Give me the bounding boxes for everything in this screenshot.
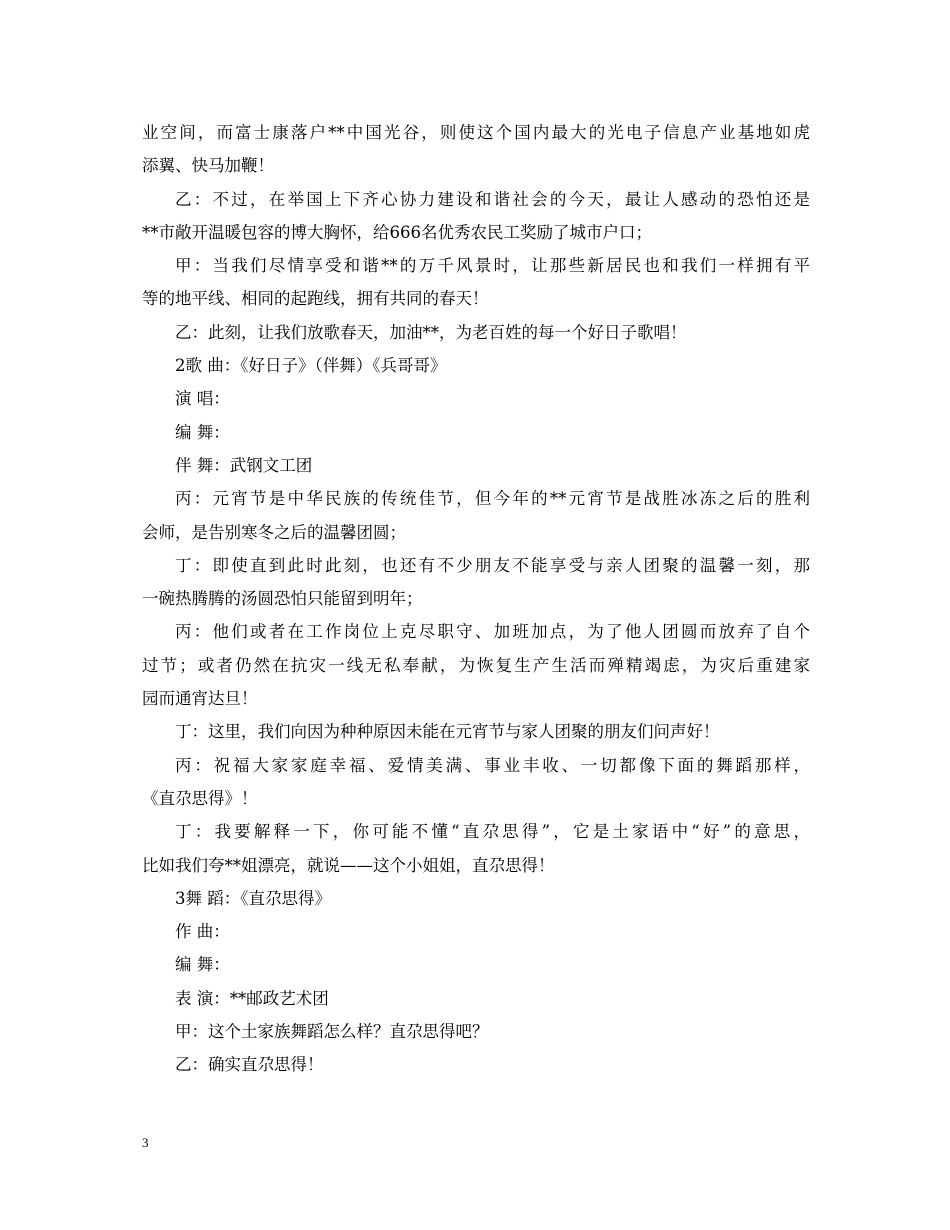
text-line-12: 丙：元宵节是中华民族的传统佳节，但今年的**元宵节是战胜冰冻之后的胜利 [175,489,810,509]
text-line-5: 甲：当我们尽情享受和谐**的万千风景时，让那些新居民也和我们一样拥有平 [175,256,810,276]
text-line-4: **市敞开温暖包容的博大胸怀，给666名优秀农民工奖励了城市户口； [142,222,652,242]
text-line-26: 编 舞： [175,955,230,975]
text-line-10: 编 舞： [175,422,230,442]
text-line-15: 一碗热腾腾的汤圆恐怕只能留到明年； [142,589,423,609]
text-line-13: 会师，是告别寒冬之后的温馨团圆； [142,522,406,542]
text-line-7: 乙：此刻，让我们放歌春天，加油**，为老百姓的每一个好日子歌唱！ [175,322,687,342]
text-line-29: 乙：确实直尕思得！ [175,1055,324,1075]
text-line-9: 演 唱： [175,389,230,409]
text-line-25: 作 曲： [175,922,230,942]
document-body [142,116,810,1082]
text-line-1: 业空间，而富士康落户**中国光谷，则使这个国内最大的光电子信息产业基地如虎 [142,123,810,142]
text-line-24: 3舞 蹈：《直尕思得》 [175,888,331,908]
text-line-17: 过节；或者仍然在抗灾一线无私奉献，为恢复生产生活而殚精竭虑，为灾后重建家 [142,655,810,675]
text-line-6: 等的地平线、相同的起跑线，拥有共同的春天！ [142,289,489,309]
text-line-2: 添翼、快马加鞭！ [142,156,274,176]
text-line-18: 园而通宵达旦！ [142,689,258,709]
text-line-23: 比如我们夸**姐漂亮，就说——这个小姐姐，直尕思得！ [142,855,555,875]
text-line-20: 丙：祝福大家家庭幸福、爱情美满、事业丰收、一切都像下面的舞蹈那样， [175,755,810,775]
text-line-21: 《直尕思得》！ [142,788,258,808]
page-number: 3 [142,1135,149,1150]
text-line-8: 2歌 曲：《好日子》（伴舞）《兵哥哥》 [175,356,447,376]
text-line-27: 表 演：**邮政艺术团 [175,988,329,1008]
text-line-14: 丁：即使直到此时此刻，也还有不少朋友不能享受与亲人团聚的温馨一刻，那 [175,555,810,575]
text-line-11: 伴 舞：武钢文工团 [175,455,313,475]
text-line-22: 丁：我要解释一下，你可能不懂“直尕思得”，它是土家语中“好”的意思， [175,822,810,842]
text-line-28: 甲：这个土家族舞蹈怎么样？直尕思得吧？ [175,1022,489,1042]
text-line-16: 丙：他们或者在工作岗位上克尽职守、加班加点，为了他人团圆而放弃了自个 [175,622,810,642]
text-line-19: 丁：这里，我们向因为种种原因未能在元宵节与家人团聚的朋友们问声好！ [175,722,720,742]
text-line-3: 乙：不过，在举国上下齐心协力建设和谐社会的今天，最让人感动的恐怕还是 [175,189,810,209]
